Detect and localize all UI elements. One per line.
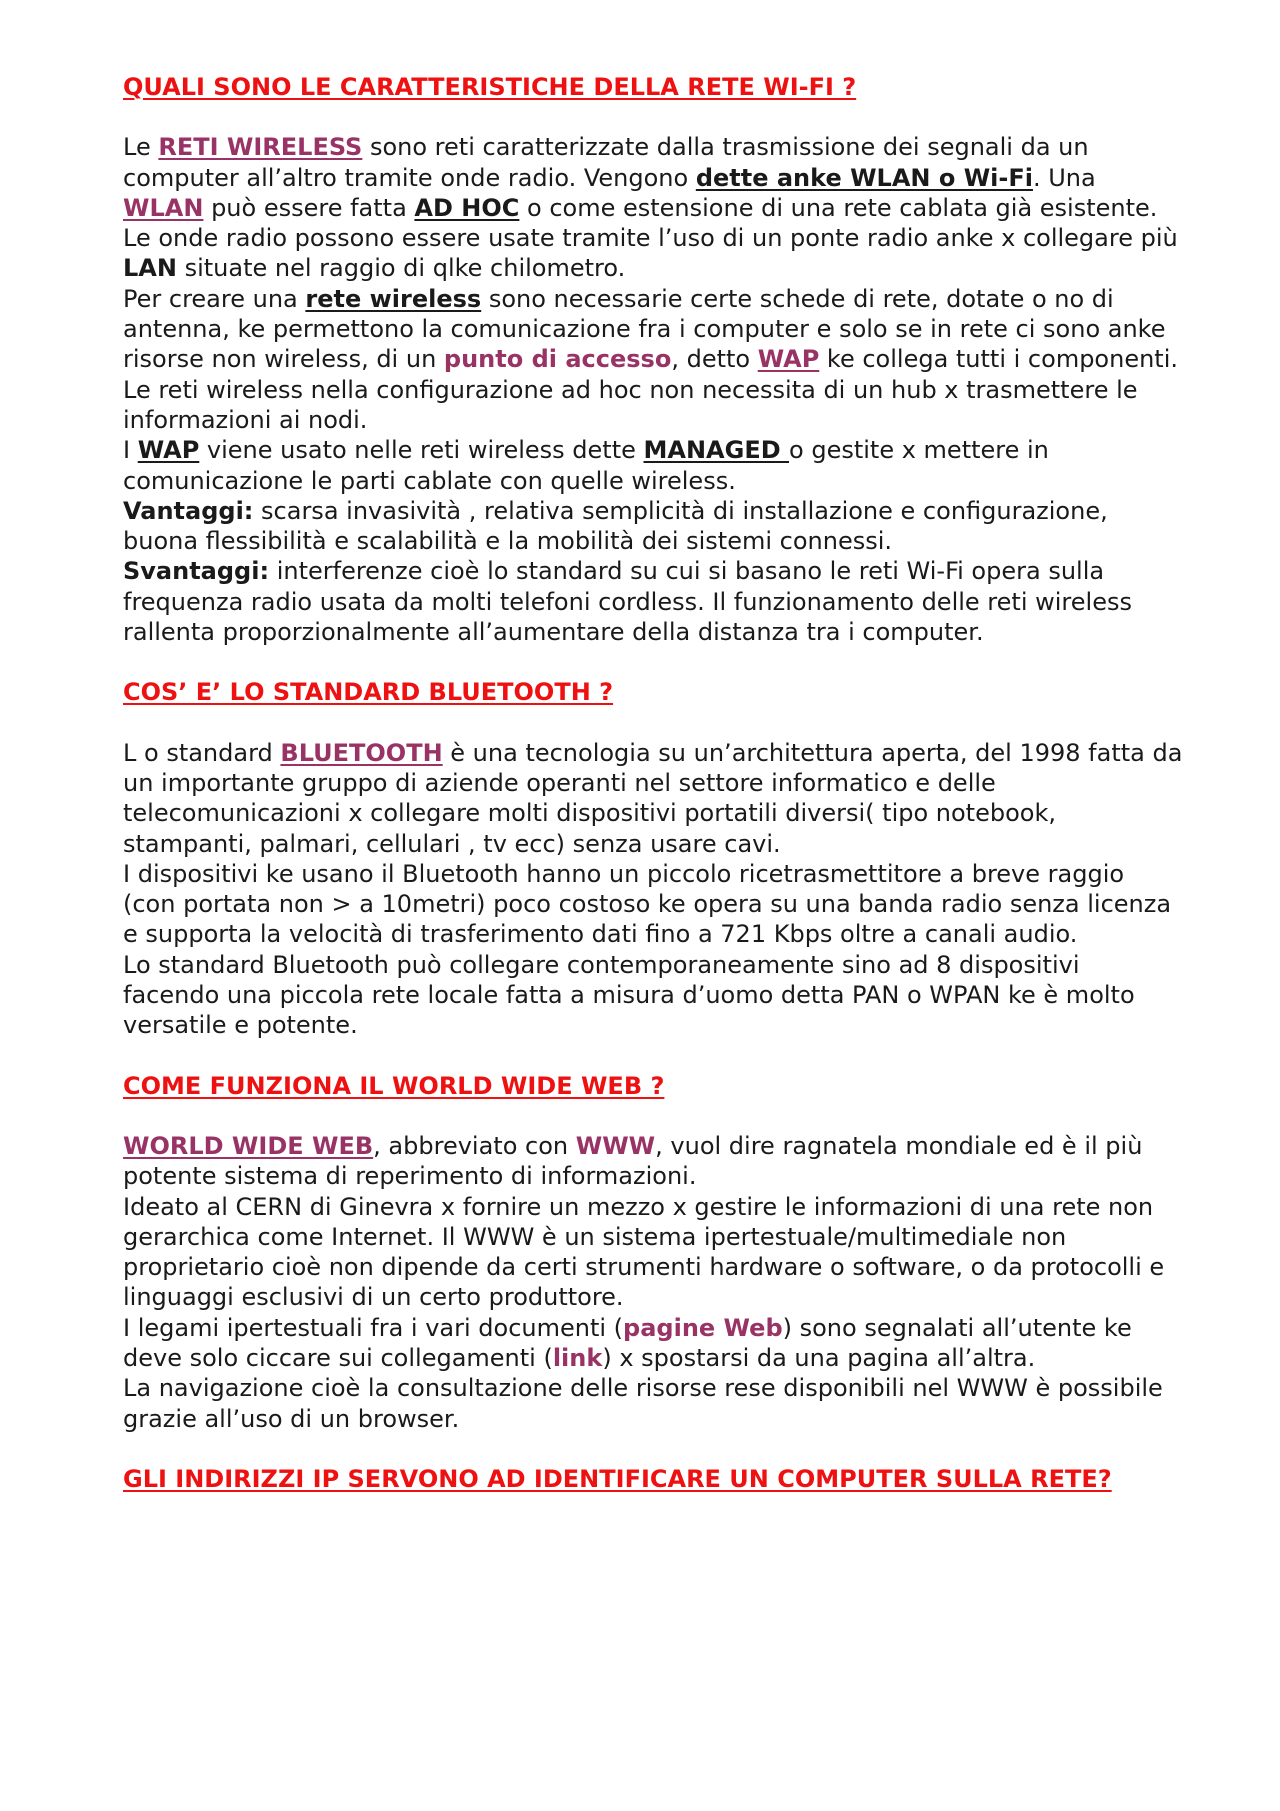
- text-run: Ideato al CERN di Ginevra x fornire un mezzo x gestire le informazioni di una rete non gerarchica come Internet. Il WWW è un sistema ipertestuale/multimediale non proprietario cioè non dipende da certi strumenti hardware o software, o da protocolli e linguaggi esclusivi di un certo produttore.: [123, 1192, 1165, 1312]
- keyword-wap: WAP: [137, 436, 200, 465]
- text-run: interferenze cioè lo standard su cui si basano le reti Wi-Fi opera sulla frequenza radio usata da molti telefoni cordless. Il funzionamento delle reti wireless rallenta proporzionalmente all’aumentare della distanza tra i computer.: [123, 557, 1132, 647]
- text-run: Le reti wireless nella configurazione ad hoc non necessita di un hub x trasmettere le informazioni ai nodi.: [123, 375, 1138, 434]
- text-run: , detto: [671, 345, 758, 374]
- keyword-lan: LAN: [123, 254, 177, 283]
- text-run: ) x spostarsi da una pagina all’altra.: [602, 1343, 1036, 1372]
- keyword-svantaggi: Svantaggi:: [123, 557, 270, 586]
- paragraph: [123, 1373, 1183, 1434]
- text-run: , abbreviato con: [373, 1131, 576, 1160]
- paragraph: [123, 738, 1183, 859]
- keyword-world-wide-web: WORLD WIDE WEB: [123, 1131, 374, 1160]
- paragraph: [123, 375, 1183, 436]
- paragraph: [123, 223, 1183, 284]
- section-heading: GLI INDIRIZZI IP SERVONO AD IDENTIFICARE UN COMPUTER SULLA RETE?: [123, 1464, 1112, 1493]
- paragraph: [123, 496, 1183, 557]
- section-heading: COME FUNZIONA IL WORLD WIDE WEB ?: [123, 1071, 665, 1100]
- keyword-punto-di-accesso: punto di accesso: [443, 345, 672, 374]
- keyword-ad-hoc: AD HOC: [414, 193, 520, 222]
- text-run: Le: [123, 133, 159, 162]
- keyword-pagine-web: pagine Web: [623, 1313, 783, 1342]
- text-run: L o standard: [123, 738, 281, 767]
- text-run: viene usato nelle reti wireless dette: [199, 436, 644, 465]
- keyword-reti-wireless: RETI WIRELESS: [158, 133, 363, 162]
- document-page: [123, 72, 1183, 1494]
- paragraph: [123, 1313, 1183, 1374]
- paragraph: [123, 1131, 1183, 1192]
- text-run: Lo standard Bluetooth può collegare contemporaneamente sino ad 8 dispositivi facendo una piccola rete locale fatta a misura d’uomo detta PAN o WPAN ke è molto versatile e potente.: [123, 950, 1135, 1040]
- text-run: o come estensione di una rete cablata già esistente.: [519, 193, 1158, 222]
- keyword-dette-anke-wlan-o-wi-fi: dette anke WLAN o Wi-Fi: [695, 163, 1033, 192]
- section-heading: COS’ E’ LO STANDARD BLUETOOTH ?: [123, 678, 614, 707]
- paragraph: [123, 950, 1183, 1041]
- text-run: è una tecnologia su un’architettura aperta, del 1998 fatta da un importante gruppo di aziende operanti nel settore informatico e delle telecomunicazioni x collegare molti dispositivi portatili diversi( tipo notebook, stampanti, palmari, cellulari , tv ecc) senza usare cavi.: [123, 738, 1183, 858]
- text-run: scarsa invasività , relativa semplicità di installazione e configurazione, buona flessibilità e scalabilità e la mobilità dei sistemi connessi.: [123, 496, 1108, 556]
- text-run: , vuol dire ragnatela mondiale ed è il più potente sistema di reperimento di informazioni.: [123, 1131, 1143, 1191]
- text-run: I dispositivi ke usano il Bluetooth hanno un piccolo ricetrasmettitore a breve raggio (con portata non > a 10metri) poco costoso ke opera su una banda radio senza licenza e supporta la velocità di trasferimento dati fino a 721 Kbps oltre a canali audio.: [123, 859, 1172, 949]
- keyword-vantaggi: Vantaggi:: [123, 496, 254, 525]
- keyword-wlan: WLAN: [123, 193, 204, 222]
- text-run: situate nel raggio di qlke chilometro.: [176, 254, 626, 283]
- keyword-rete-wireless: rete wireless: [305, 284, 482, 313]
- text-run: I legami ipertestuali fra i vari documenti (: [123, 1313, 624, 1342]
- text-run: può essere fatta: [203, 193, 415, 222]
- text-run: Le onde radio possono essere usate tramite l’uso di un ponte radio anke x collegare più: [123, 224, 1178, 253]
- text-run: ke collega tutti i componenti.: [819, 345, 1179, 374]
- paragraph: [123, 132, 1183, 223]
- keyword-bluetooth: BLUETOOTH: [280, 738, 443, 767]
- text-run: Per creare una: [123, 284, 306, 313]
- section-heading: QUALI SONO LE CARATTERISTICHE DELLA RETE WI-FI ?: [123, 73, 857, 101]
- text-run: La navigazione cioè la consultazione delle risorse rese disponibili nel WWW è possibile grazie all’uso di un browser.: [123, 1374, 1163, 1433]
- paragraph: [123, 284, 1183, 375]
- text-run: o gestite x mettere in comunicazione le parti cablate con quelle wireless.: [123, 436, 1049, 495]
- text-run: sono reti caratterizzate dalla trasmissione dei segnali da un computer all’altro tramite onde radio. Vengono: [123, 133, 1089, 192]
- keyword-managed: MANAGED: [643, 436, 790, 465]
- paragraph: [123, 859, 1183, 950]
- keyword-www: WWW: [575, 1131, 656, 1160]
- text-run: . Una: [1032, 163, 1096, 192]
- paragraph: [123, 435, 1183, 496]
- keyword-wap: WAP: [757, 345, 820, 374]
- paragraph: [123, 556, 1183, 647]
- paragraph: [123, 1192, 1183, 1313]
- keyword-link: link: [552, 1343, 603, 1372]
- text-run: sono necessarie certe schede di rete, dotate o no di antenna, ke permettono la comunicazione fra i computer e solo se in rete ci sono anke risorse non wireless, di un: [123, 284, 1166, 374]
- text-run: I: [123, 436, 138, 465]
- text-run: ) sono segnalati all’utente ke deve solo ciccare sui collegamenti (: [123, 1313, 1132, 1372]
